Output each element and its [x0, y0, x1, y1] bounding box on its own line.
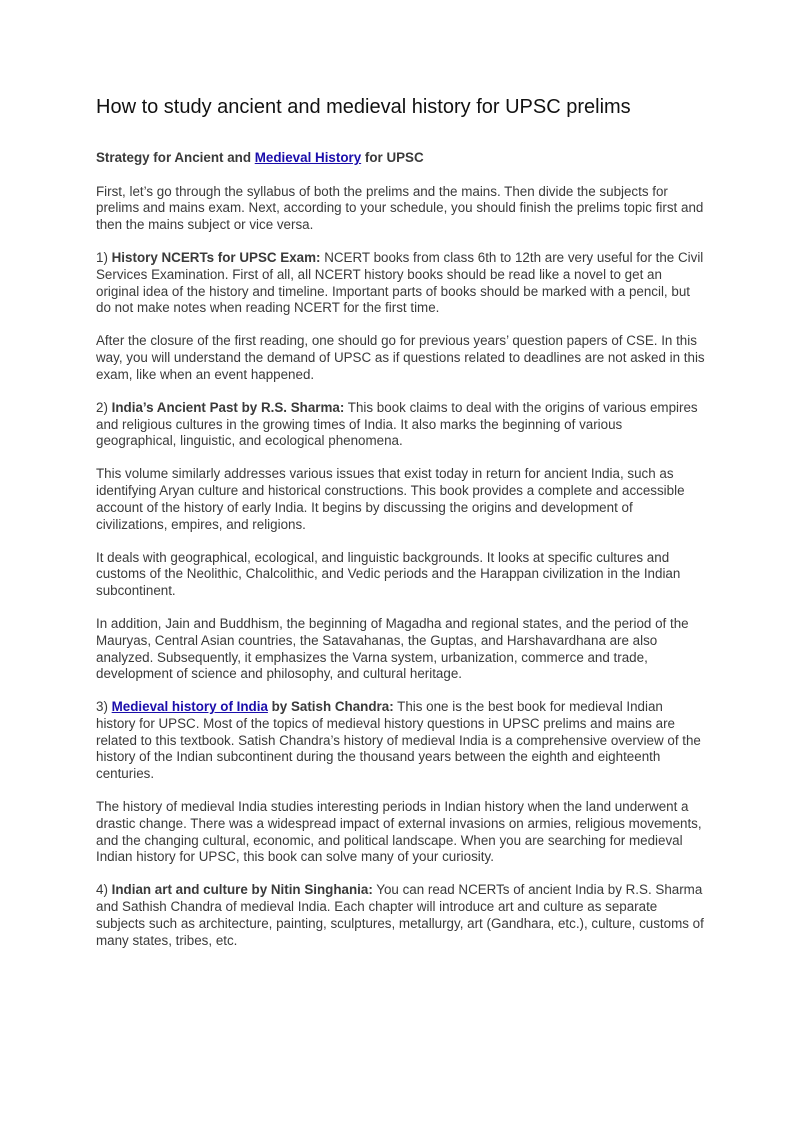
section-4-text: You can read NCERTs of ancient India by R.S. Sharma and Sathish Chandra of medieval India. Each chapter will introduce art and culture as separate subjects such as architecture, painting, sculptures, metallurgy, art (Gandhara, etc.), culture, customs of many states, tribes, etc. [96, 882, 704, 948]
subheading-post: for UPSC [361, 150, 424, 165]
section-1-paragraph-2: After the closure of the first reading, one should go for previous years’ question papers of CSE. In this way, you will understand the demand of UPSC as if questions related to deadlines are not asked in this exam, like when an event happened. [96, 333, 705, 382]
section-2-number: 2) [96, 399, 112, 415]
page-title: How to study ancient and medieval history for UPSC prelims [96, 96, 631, 118]
section-1-paragraph [96, 250, 706, 317]
section-3-number: 3) [96, 699, 112, 715]
article-body [96, 150, 706, 966]
section-2-text: This book claims to deal with the origins of various empires and religious cultures in the growing times of India. It also marks the beginning of various geographical, linguistic, and ecological phenomena. [96, 399, 698, 449]
section-4-paragraph [96, 882, 706, 949]
section-4-number: 4) [96, 882, 112, 898]
section-1-text: NCERT books from class 6th to 12th are very useful for the Civil Services Examination. First of all, all NCERT history books should be read like a novel to get an original idea of the history and timeline. Important parts of books should be marked with a pencil, but do not make notes when reading NCERT for the first time. [96, 250, 704, 316]
section-2-paragraph [96, 400, 706, 450]
section-2-title: India’s Ancient Past by R.S. Sharma: [111, 399, 345, 415]
intro-paragraph: First, let’s go through the syllabus of both the prelims and the mains. Then divide the subjects for prelims and mains exam. Next, according to your schedule, you should finish the prelims topic first and then the mains subject or vice versa. [96, 183, 704, 233]
section-3-title: by Satish Chandra: [267, 699, 394, 715]
section-1-title: History NCERTs for UPSC Exam: [111, 250, 321, 266]
medieval-history-of-india-link[interactable]: Medieval history of India [111, 699, 268, 715]
section-3-text: This one is the best book for medieval Indian history for UPSC. Most of the topics of medieval history questions in UPSC prelims and mains are related to this textbook. Satish Chandra’s history of medieval India is a comprehensive overview of the history of the Indian subcontinent during the thousand years between the eighth and eighteenth centuries. [96, 699, 701, 782]
subheading-pre: Strategy for Ancient and [96, 150, 255, 165]
section-3-paragraph [96, 699, 706, 783]
section-2-paragraph-2: This volume similarly addresses various issues that exist today in return for ancient India, such as identifying Aryan culture and historical constructions. This book provides a complete and accessible account of the history of early India. It begins by discussing the origins and development of civilizations, empires, and religions. [96, 466, 685, 532]
section-subheading [96, 150, 706, 167]
section-1-number: 1) [96, 250, 112, 266]
medieval-history-link[interactable]: Medieval History [254, 150, 362, 165]
section-2-paragraph-4: In addition, Jain and Buddhism, the beginning of Magadha and regional states, and the period of the Mauryas, Central Asian countries, the Satavahanas, the Guptas, and Harshavardhana are also analyzed. Subsequently, it emphasizes the Varna system, urbanization, commerce and trade, development of science and philosophy, and cultural heritage. [96, 616, 689, 682]
section-2-paragraph-3: It deals with geographical, ecological, and linguistic backgrounds. It looks at specific cultures and customs of the Neolithic, Chalcolithic, and Vedic periods and the Harappan civilization in the Indian subcontinent. [96, 549, 681, 599]
section-4-title: Indian art and culture by Nitin Singhania: [111, 882, 373, 898]
section-3-paragraph-2: The history of medieval India studies interesting periods in Indian history when the land underwent a drastic change. There was a widespread impact of external invasions on armies, religious movements, and the changing cultural, economic, and political landscape. When you are searching for medieval Indian history for UPSC, this book can solve many of your curiosity. [96, 799, 702, 865]
